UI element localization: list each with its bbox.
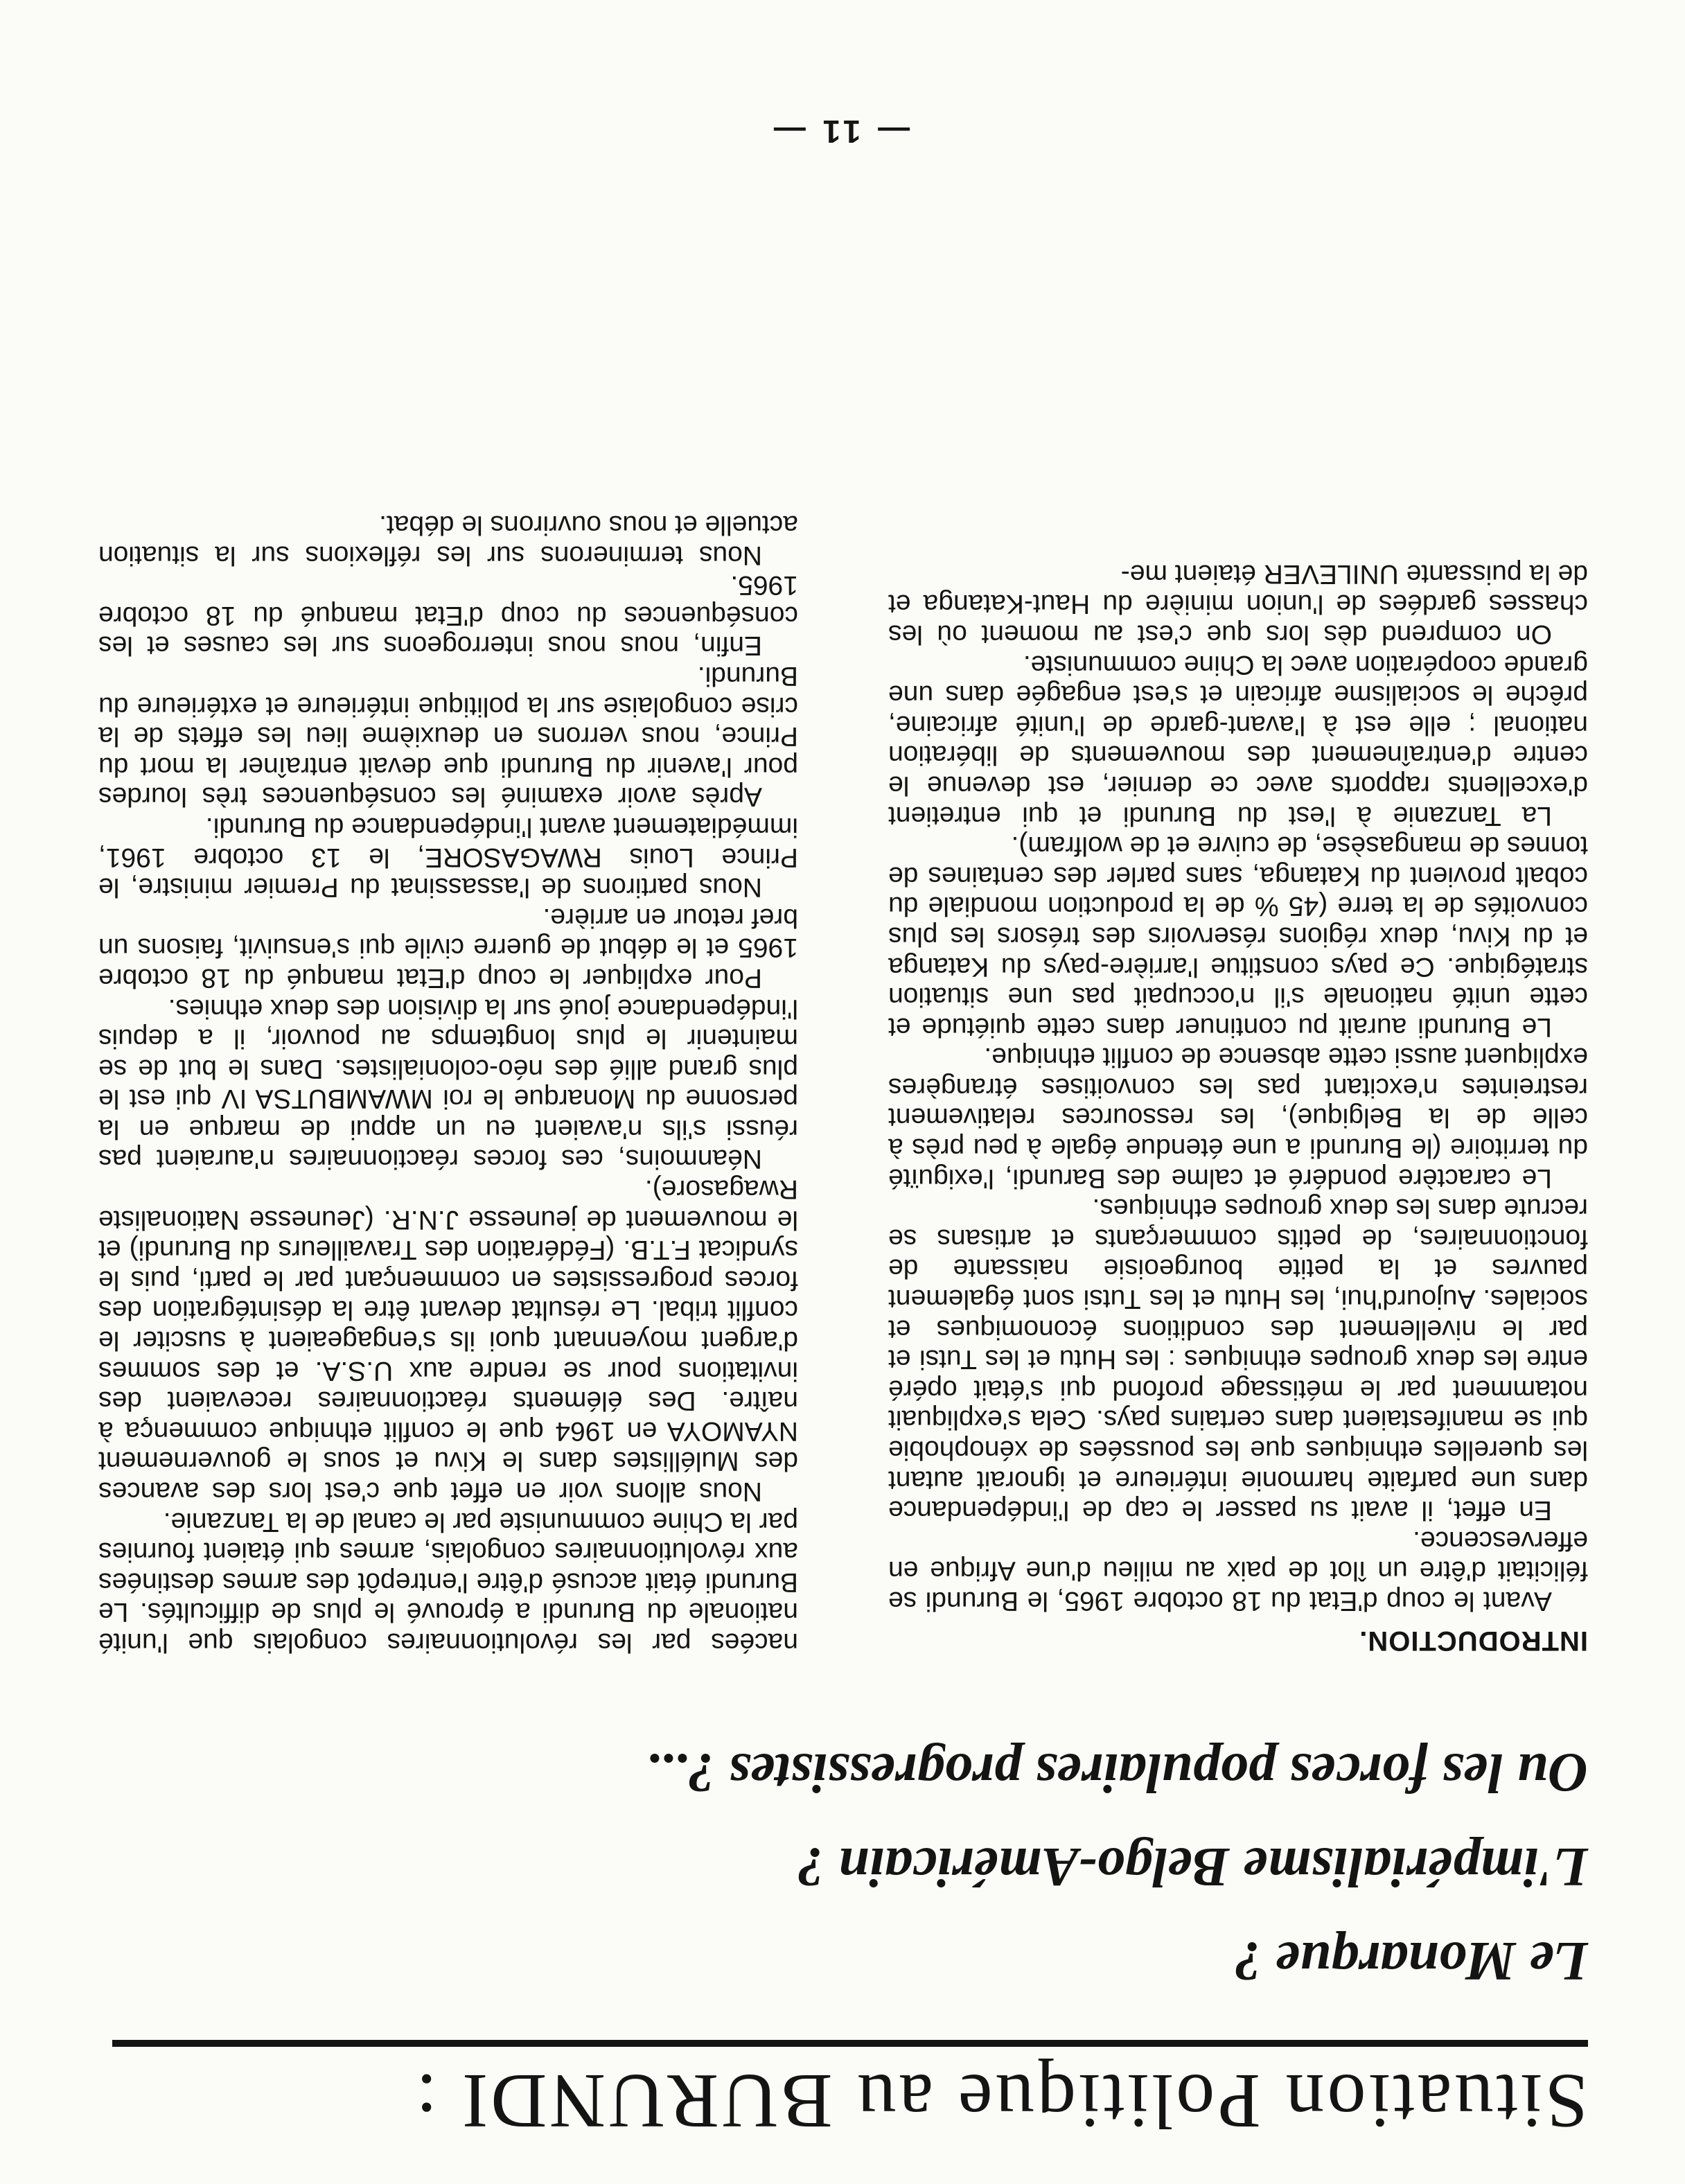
paragraph: On comprend dès lors que c'est au moment où les chasses gardées de l'union minière du Haut-Katanga et de la puissante UNILEVER étaient me- <box>888 558 1588 649</box>
right-column <box>98 509 798 1657</box>
section-heading-introduction: INTRODUCTION. <box>1359 1626 1588 1656</box>
left-column <box>888 558 1588 1657</box>
article-header <box>98 1739 1588 2142</box>
subtitle-forces-populaires: Ou les forces populaires progressistes ?... <box>645 1742 1588 1803</box>
paragraph: Avant le coup d'Etat du 18 octobre 1965, le Burundi se félicitait d'être un îlot de paix au milieu d'une Afrique en effervescence. <box>888 1525 1588 1616</box>
paragraph: La Tanzanie à l'est du Burundi et qui entretient d'excellents rapports avec ce dernier, est devenue le centre d'entraînement des mouvements de libération national ; elle est à l'avant-garde de l'unité africaine, prêche le socialisme africain et s'est engagée dans une grande coopération avec la Chine communiste. <box>888 649 1588 831</box>
paragraph: Le Burundi aurait pu continuer dans cette quiétude et cette unité nationale s'il n'occupait pas une situation stratégique. Ce pays constitue l'arrière-pays du Katanga et du Kivu, deux régions réservoirs des trésors les plus convoités de la terre (45 % de la production mondiale du cobalt provient du Katanga, sans parler des centaines de tonnes de mangasèse, de cuivre et de wolfram). <box>888 831 1588 1042</box>
paragraph: Nous partirons de l'assassinat du Premier ministre, le Prince Louis RWAGASORE, le 13 octobre 1961, immédiatement avant l'indépendance du Burundi. <box>98 811 798 903</box>
subtitle-imperialisme: L'impérialisme Belgo-Américain ? <box>796 1836 1588 1897</box>
paragraph: Nous allons voir en effet que c'est lors des avances des Muléllistes dans le Kivu et sous le gouvernement NYAMOYA en 1964 que le conflit ethnique commença à naître. Des éléments réactionnaires recevaient des invitations pour se rendre aux U.S.A. et des sommes d'argent moyennant quoi ils s'engageaient à susciter le conflit tribal. Le résultat devant être la désintégration des forces progressistes en commençant par le parti, puis le syndicat F.T.B. (Fédération des Travailleurs du Burundi) et le mouvement de jeunesse J.N.R. (Jeunesse Nationaliste Rwagasore). <box>98 1174 798 1507</box>
paragraph: Nous terminerons sur les réflexions sur la situation actuelle et nous ouvrirons le débat. <box>98 510 798 570</box>
title-rule <box>112 2040 1588 2047</box>
paragraph: Pour expliquer le coup d'Etat manqué du 18 octobre 1965 et le début de guerre civile qui s'ensuivit, faisons un bref retour en arrière. <box>98 902 798 993</box>
article-title: Situation Politique au BURUNDI : <box>413 2058 1588 2144</box>
paragraph: Le caractère pondéré et calme des Barundi, l'exiguïté du territoire (le Burundi a une étendue égale à peu près à celle de la Belgique), les ressources relativement restreintes n'excitant pas les convoitises étrangères expliquent aussi cette absence de conflit ethnique. <box>888 1042 1588 1193</box>
paragraph: Après avoir examiné les conséquences très lourdes pour l'avenir du Burundi que devait entraîner la mort du Prince, nous verrons en deuxième lieu les effets de la crise congolaise sur la politique intérieure et extérieure du Burundi. <box>98 661 798 812</box>
paragraph: Néanmoins, ces forces réactionnaires n'auraient pas réussi s'ils n'avaient eu un appui de marque en la personne du Monarque le roi MWAMBUTSA IV qui est le plus grand allié des néo-colonialistes. Dans le but de se maintenir le plus longtemps au pouvoir, il a depuis l'indépendance joué sur la division des deux ethnies. <box>98 993 798 1174</box>
paragraph: Enfin, nous nous interrogeons sur les causes et les conséquences du coup d'Etat manqué du 18 octobre 1965. <box>98 570 798 661</box>
paragraph: nacées par les révolutionnaires congolais que l'unité nationale du Burundi a éprouvé le plus de difficultés. Le Burundi était accusé d'être l'entrepôt des armes destinées aux révolutionnaires congolais, armes qui étaient fournies par la Chine communiste par le canal de la Tanzanie. <box>98 1506 798 1657</box>
page-number: — 11 — <box>769 114 910 150</box>
paragraph: En effet, il avait su passer le cap de l'indépendance dans une parfaite harmonie intérieure et ignorait autant les querelles ethniques que les poussées de xénophobie qui se manifestaient dans certains pays. Cela s'expliquait notamment par le métissage profond qui s'était opéré entre les deux groupes ethniques : les Hutu et les Tutsi et par le nivellement des conditions économiques et sociales. Aujourd'hui, les Hutu et les Tutsi sont également pauvres et la petite bourgeoisie naissante de fonctionnaires, de petits commerçants et artisans se recrute dans les deux groupes ethniques. <box>888 1193 1588 1526</box>
subtitle-monarque: Le Monarque ? <box>1233 1930 1588 1991</box>
